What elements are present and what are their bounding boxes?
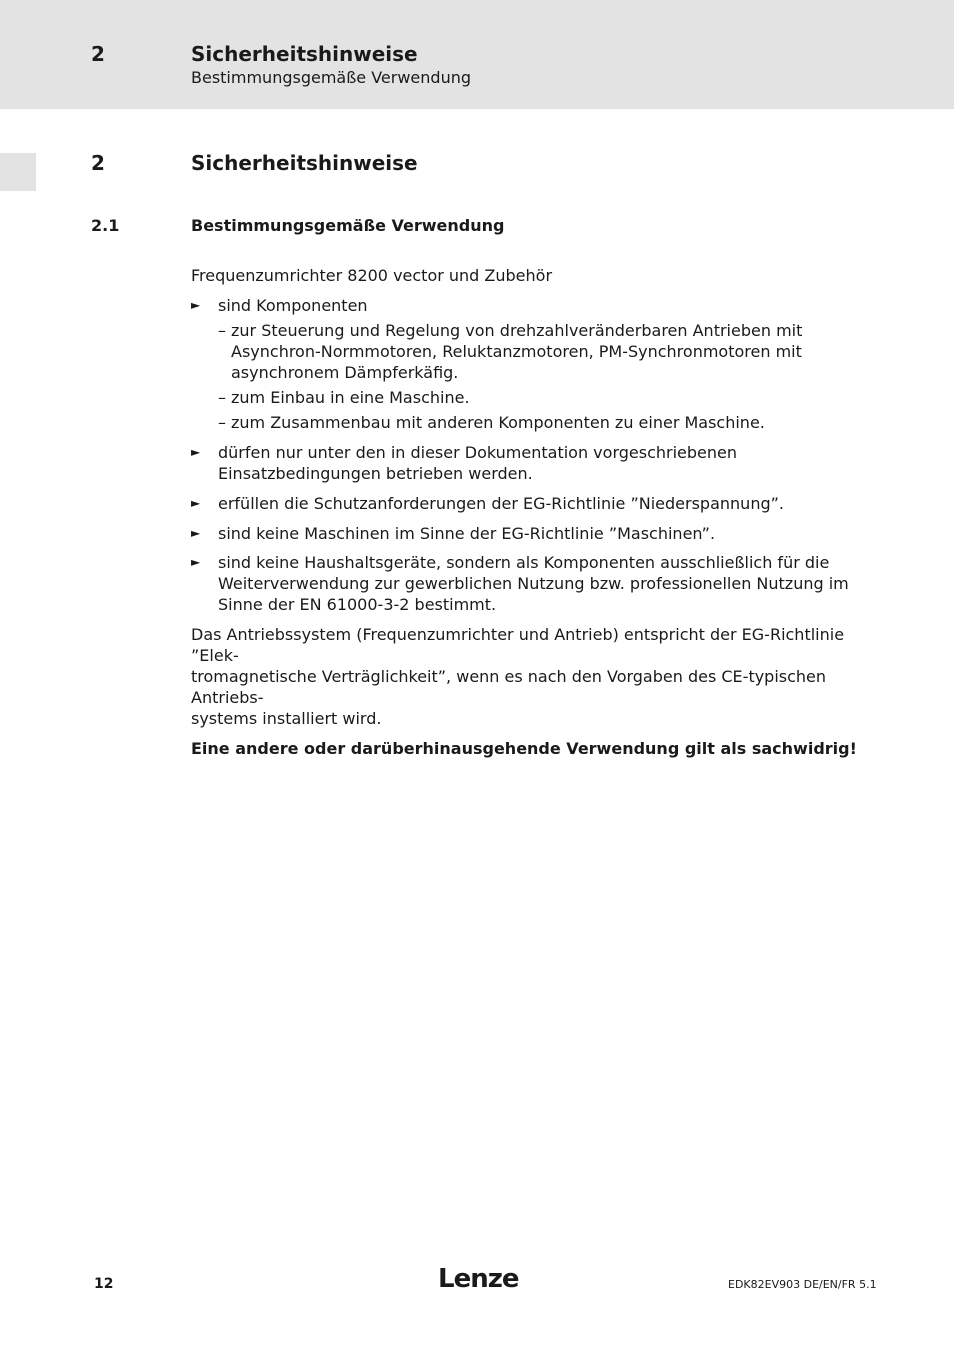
bullet-item (191, 442, 871, 484)
bullet-arrow-icon: ► (191, 555, 201, 569)
paragraph-line: Das Antriebssystem (Frequenzumrichter und Antrieb) entspricht der EG-Richtlinie ”Elek- (191, 625, 845, 665)
dash-item (191, 387, 871, 408)
bullet-line: dürfen nur unter den in dieser Dokumentation vorgeschriebenen (218, 443, 737, 462)
bullet-item (191, 523, 871, 544)
emc-paragraph (191, 624, 871, 729)
subsection-number: 2.1 (91, 216, 120, 235)
page-number: 12 (94, 1276, 114, 1292)
dash-marker: – (218, 413, 226, 432)
intro-text: Frequenzumrichter 8200 vector und Zubehör (191, 266, 553, 285)
paragraph-line: systems installiert wird. (191, 709, 382, 728)
bullet-item (191, 295, 871, 316)
header-chapter-title: Sicherheitshinweise (191, 42, 418, 66)
dash-item (191, 320, 871, 383)
bullet-line: Einsatzbedingungen betrieben werden. (218, 464, 533, 483)
dash-item (191, 412, 871, 433)
dash-marker: – (218, 321, 226, 340)
lenze-logo: Lenze (438, 1264, 519, 1294)
header-band (0, 0, 954, 109)
bullet-line: Weiterverwendung zur gewerblichen Nutzung bzw. professionellen Nutzung im (218, 574, 849, 593)
dash-line: zur Steuerung und Regelung von drehzahlveränderbaren Antrieben mit (231, 321, 803, 340)
header-section-title: Bestimmungsgemäße Verwendung (191, 68, 472, 87)
bullet-arrow-icon: ► (191, 496, 201, 510)
bullet-line: sind Komponenten (218, 296, 368, 315)
header-chapter-number: 2 (91, 42, 105, 66)
subsection-title: Bestimmungsgemäße Verwendung (191, 216, 505, 235)
main-content (191, 265, 871, 759)
bullet-arrow-icon: ► (191, 445, 201, 459)
bullet-item (191, 493, 871, 514)
document-id: EDK82EV903 DE/EN/FR 5.1 (728, 1278, 877, 1291)
bullet-line: sind keine Haushaltsgeräte, sondern als Komponenten ausschließlich für die (218, 553, 830, 572)
bullet-item (191, 552, 871, 615)
bullet-line: Sinne der EN 61000-3-2 bestimmt. (218, 595, 497, 614)
chapter-tab-marker (0, 153, 36, 191)
dash-line: zum Einbau in eine Maschine. (231, 388, 470, 407)
dash-marker: – (218, 388, 226, 407)
dash-line: zum Zusammenbau mit anderen Komponenten zu einer Maschine. (231, 413, 765, 432)
section-title: Sicherheitshinweise (191, 151, 418, 175)
bullet-line: erfüllen die Schutzanforderungen der EG-Richtlinie ”Niederspannung”. (218, 494, 784, 513)
section-number: 2 (91, 151, 105, 175)
paragraph-line: tromagnetische Verträglichkeit”, wenn es nach den Vorgaben des CE-typischen Antriebs- (191, 667, 827, 707)
misuse-warning: Eine andere oder darüberhinausgehende Verwendung gilt als sachwidrig! (191, 739, 857, 758)
dash-line: asynchronem Dämpferkäfig. (231, 363, 459, 382)
bullet-arrow-icon: ► (191, 526, 201, 540)
bullet-arrow-icon: ► (191, 298, 201, 312)
bullet-line: sind keine Maschinen im Sinne der EG-Richtlinie ”Maschinen”. (218, 524, 716, 543)
dash-line: Asynchron-Normmotoren, Reluktanzmotoren, PM-Synchronmotoren mit (231, 342, 802, 361)
